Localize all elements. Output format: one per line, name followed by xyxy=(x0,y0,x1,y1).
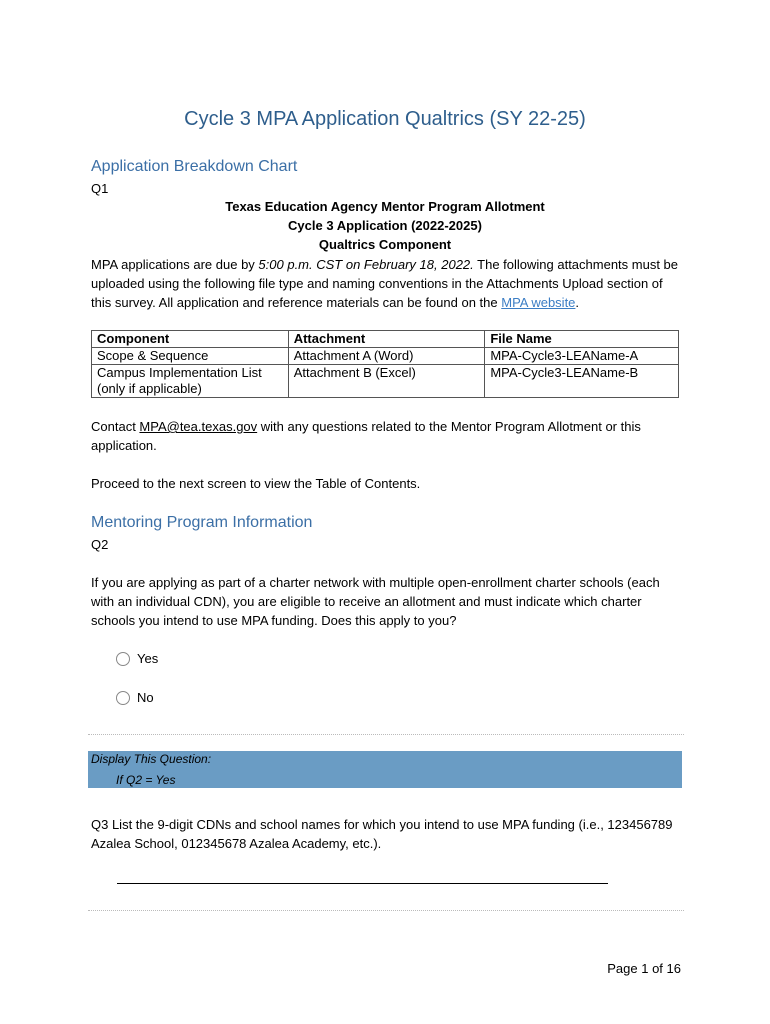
radio-button[interactable] xyxy=(116,691,130,705)
intro-end: . xyxy=(575,295,580,310)
radio-button[interactable] xyxy=(116,652,130,666)
table-header-attachment: Attachment xyxy=(288,331,485,348)
table-header-component: Component xyxy=(92,331,289,348)
proceed-text: Proceed to the next screen to view the Table of Contents. xyxy=(91,476,421,491)
q1-heading-line-2: Cycle 3 Application (2022-2025) xyxy=(288,218,482,233)
q2-question-text: If you are applying as part of a charter network with multiple open-enrollment charter schools (each with an individual CDN), you are eligible to receive an allotment and must indicate which charter schools you intend to use MPA funding. Does this apply to you? xyxy=(91,575,660,628)
table-header-file-name: File Name xyxy=(485,331,679,348)
question-label-q2: Q2 xyxy=(91,537,109,552)
q1-heading-line-3: Qualtrics Component xyxy=(318,237,452,252)
q2-option-no[interactable] xyxy=(116,690,154,705)
display-logic-condition: If Q2 = Yes xyxy=(116,773,176,787)
section-heading-application-breakdown: Application Breakdown Chart xyxy=(91,158,298,175)
table-cell: Scope & Sequence xyxy=(92,348,289,365)
attachments-table xyxy=(91,330,679,398)
contact-suffix: with any questions related to the Mentor Program Allotment or this application. xyxy=(91,419,641,453)
q3-answer-line[interactable] xyxy=(117,883,608,884)
contact-paragraph xyxy=(91,417,683,455)
table-cell: Attachment A (Word) xyxy=(288,348,485,365)
q2-option-no-label: No xyxy=(137,690,154,705)
q3-question-text: Q3 List the 9-digit CDNs and school names for which you intend to use MPA funding (i.e., 123456789 Azalea School, 012345678 Azalea Academy, etc.). xyxy=(91,817,673,851)
q2-option-yes-label: Yes xyxy=(137,651,159,666)
table-header-row xyxy=(92,331,679,348)
question-label-q1: Q1 xyxy=(91,181,109,196)
question-separator xyxy=(88,910,684,911)
table-cell: Campus Implementation List (only if applicable) xyxy=(92,365,289,398)
intro-suffix: The following attachments must be uploaded using the following file type and naming conventions in the Attachments Upload section of this survey. All application and reference materials can be found on the xyxy=(91,257,679,310)
table-cell: MPA-Cycle3-LEAName-A xyxy=(485,348,679,365)
question-separator xyxy=(88,734,684,735)
q1-intro-paragraph xyxy=(91,255,683,312)
table-row xyxy=(92,365,679,398)
display-logic-banner xyxy=(88,751,682,788)
intro-due-date: 5:00 p.m. CST on February 18, 2022. xyxy=(258,257,474,272)
document-title: Cycle 3 MPA Application Qualtrics (SY 22-25) xyxy=(184,108,586,130)
page-number: Page 1 of 16 xyxy=(607,961,681,976)
q1-heading-line-1: Texas Education Agency Mentor Program Allotment xyxy=(225,199,545,214)
mpa-website-link[interactable]: MPA website xyxy=(501,295,576,310)
table-row xyxy=(92,348,679,365)
contact-prefix: Contact xyxy=(91,419,140,434)
display-logic-title: Display This Question: xyxy=(91,752,212,766)
contact-email-link[interactable]: MPA@tea.texas.gov xyxy=(139,419,258,434)
table-cell: MPA-Cycle3-LEAName-B xyxy=(485,365,679,398)
q2-option-yes[interactable] xyxy=(116,651,158,666)
section-heading-mentoring-program: Mentoring Program Information xyxy=(91,514,313,531)
intro-prefix: MPA applications are due by xyxy=(91,257,259,272)
table-cell: Attachment B (Excel) xyxy=(288,365,485,398)
